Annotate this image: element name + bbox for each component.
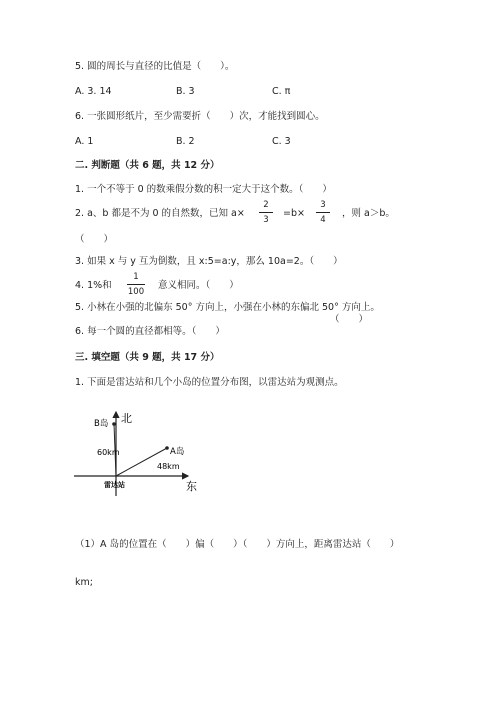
fill-1-unit: km;: [75, 577, 93, 588]
judge-2-paren: （ ）: [75, 234, 114, 245]
radar-station-label: 雷达站: [104, 481, 125, 489]
q6-option-a: A. 1: [75, 136, 94, 147]
section-2-title: 二. 判断题（共 6 题，共 12 分）: [75, 160, 220, 171]
q6-option-c: C. 3: [272, 136, 291, 147]
east-label: 东: [186, 480, 197, 493]
judge-2-part3: ，则 a＞b。: [342, 208, 395, 219]
fraction-numerator: 2: [263, 200, 269, 210]
radar-position-diagram: [70, 408, 210, 518]
judge-2-fraction-2: [315, 200, 331, 225]
judge-4-fraction: [126, 272, 146, 297]
judge-2-part2: =b×: [283, 208, 305, 219]
b-island-dot: [112, 422, 116, 426]
fill-1-sub-1: （1）A 岛的位置在（ ）偏（ ）（ ）方向上，距离雷达站（ ）: [75, 539, 400, 550]
section-3-title: 三. 填空题（共 9 题，共 17 分）: [75, 352, 220, 363]
fraction-denominator: 4: [320, 215, 326, 225]
judge-4-part1: 4. 1%和: [75, 280, 112, 291]
question-6: 6. 一张圆形纸片，至少需要折（ ）次，才能找到圆心。: [75, 111, 325, 122]
a-distance-label: 48km: [157, 462, 180, 471]
b-island-label: B岛: [94, 419, 109, 429]
judge-2-fraction-1: [258, 200, 274, 225]
fraction-bar: [316, 212, 330, 213]
q5-option-b: B. 3: [176, 86, 195, 97]
a-island-label: A岛: [170, 447, 185, 457]
judge-4-part2: 意义相同。（ ）: [158, 280, 239, 291]
question-5: 5. 圆的周长与直径的比值是（ ）。: [75, 61, 235, 72]
judge-5-paren: （ ）: [330, 314, 369, 325]
north-label: 北: [121, 412, 132, 425]
fraction-bar: [259, 212, 273, 213]
fraction-numerator: 1: [133, 272, 139, 282]
b-distance-label: 60km: [97, 448, 120, 457]
judge-5: 5. 小林在小强的北偏东 50° 方向上，小强在小林的东偏北 50° 方向上。: [75, 302, 380, 313]
fraction-denominator: 100: [127, 287, 145, 297]
fraction-bar: [127, 284, 145, 285]
judge-3: 3. 如果 x 与 y 互为倒数，且 x:5=a:y，那么 10a=2。（ ）: [75, 256, 343, 267]
fraction-denominator: 3: [263, 215, 269, 225]
fraction-numerator: 3: [320, 200, 326, 210]
fill-1: 1. 下面是雷达站和几个小岛的位置分布图，以雷达站为观测点。: [75, 377, 344, 388]
judge-1: 1. 一个不等于 0 的数乘假分数的积一定大于这个数。（ ）: [75, 184, 332, 195]
q6-option-b: B. 2: [176, 136, 195, 147]
judge-6: 6. 每一个圆的直径都相等。（ ）: [75, 326, 225, 337]
q5-option-c: C. π: [272, 86, 291, 97]
q5-option-a: A. 3. 14: [75, 86, 112, 97]
judge-2-part1: 2. a、b 都是不为 0 的自然数，已知 a×: [75, 208, 245, 219]
a-island-dot: [165, 446, 169, 450]
